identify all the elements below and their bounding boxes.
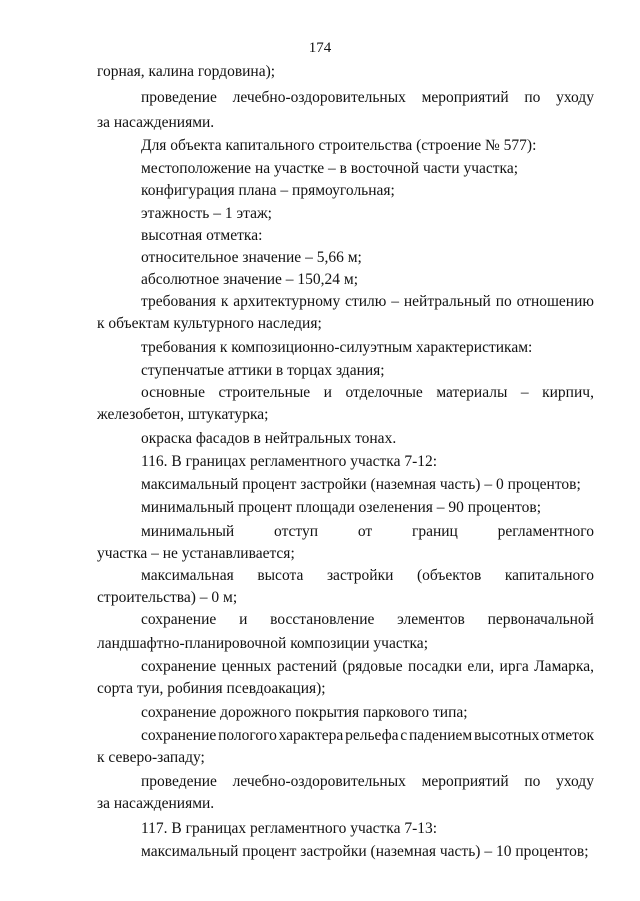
text-word: сохранение	[141, 727, 217, 744]
text-word: ирга	[499, 658, 529, 675]
text-line-justified	[141, 610, 594, 630]
text-word: строительные	[218, 384, 311, 401]
text-word: по	[524, 773, 541, 790]
text-word: материалы	[436, 384, 508, 401]
text-word: отношению	[516, 293, 594, 310]
text-line-justified	[141, 657, 594, 677]
text-line-justified	[141, 292, 594, 312]
text-line: строительства) – 0 м;	[97, 589, 238, 606]
text-word: уходу	[556, 89, 594, 106]
text-word: ели,	[467, 658, 495, 675]
text-line: конфигурация плана – прямоугольная;	[141, 182, 395, 199]
text-word: рельефа	[345, 727, 399, 744]
text-word: мероприятий	[421, 89, 509, 106]
text-line: относительное значение – 5,66 м;	[141, 249, 362, 266]
text-word: отступ	[274, 523, 319, 540]
text-word: сохранение	[141, 658, 217, 675]
text-line: горная, калина гордовина);	[97, 63, 276, 80]
text-word: уходу	[556, 773, 594, 790]
text-word: по	[495, 293, 512, 310]
text-word: ценных	[221, 658, 272, 675]
text-word: капитального	[504, 567, 594, 584]
text-word: архитектурному	[233, 293, 341, 310]
text-word: Ламарка,	[534, 658, 594, 675]
text-word: проведение	[141, 773, 217, 790]
text-word: отметок	[541, 727, 594, 744]
text-word: характера	[278, 727, 344, 744]
text-word: с	[400, 727, 408, 744]
text-word: минимальный	[141, 523, 235, 540]
text-word: (рядовые	[342, 658, 403, 675]
text-line: сохранение дорожного покрытия паркового типа;	[141, 704, 468, 721]
text-line: местоположение на участке – в восточной части участка;	[141, 160, 519, 177]
text-word: мероприятий	[421, 773, 509, 790]
text-line: 117. В границах регламентного участка 7-13:	[141, 820, 438, 837]
text-word: требования	[141, 293, 216, 310]
text-word: лечебно-оздоровительных	[232, 773, 406, 790]
text-word: основные	[141, 384, 205, 401]
text-line: ландшафтно-планировочной композиции участка;	[97, 635, 428, 652]
text-word: застройки	[326, 567, 394, 584]
text-word: лечебно-оздоровительных	[232, 89, 406, 106]
text-word: –	[391, 293, 399, 310]
text-word: по	[524, 89, 541, 106]
text-word: максимальная	[141, 567, 234, 584]
text-line: за насаждениями.	[97, 114, 215, 131]
text-line: абсолютное значение – 150,24 м;	[141, 271, 358, 288]
text-word: –	[520, 384, 529, 401]
text-word: от	[357, 523, 373, 540]
text-line-justified	[141, 566, 594, 586]
page-number: 174	[308, 40, 332, 56]
text-word: первоначальной	[487, 611, 594, 628]
text-word: восстановление	[270, 611, 375, 628]
text-line-justified	[141, 726, 594, 746]
text-word: (объектов	[417, 567, 482, 584]
text-line: ступенчатые аттики в торцах здания;	[141, 362, 385, 379]
text-word: пологого	[218, 727, 277, 744]
text-line-justified	[141, 383, 594, 403]
text-line: максимальный процент застройки (наземная часть) – 0 процентов;	[141, 476, 581, 493]
text-word: и	[239, 611, 248, 628]
text-word: и	[323, 384, 332, 401]
text-line: Для объекта капитального строительства (строение № 577):	[141, 137, 537, 154]
text-word: регламентного	[497, 523, 594, 540]
text-line: за насаждениями.	[97, 795, 215, 812]
text-word: стилю	[345, 293, 387, 310]
text-word: высота	[257, 567, 304, 584]
text-line: окраска фасадов в нейтральных тонах.	[141, 430, 397, 447]
text-word: элементов	[397, 611, 465, 628]
text-word: падением	[408, 727, 473, 744]
text-line: участка – не устанавливается;	[97, 545, 295, 562]
text-line: 116. В границах регламентного участка 7-12:	[141, 453, 438, 470]
text-line-justified	[141, 522, 594, 542]
text-line: к северо-западу;	[97, 749, 205, 766]
text-line: железобетон, штукатурка;	[97, 406, 269, 423]
text-word: кирпич,	[542, 384, 594, 401]
text-line: минимальный процент площади озеленения – 90 процентов;	[141, 499, 542, 516]
text-line: максимальный процент застройки (наземная часть) – 10 процентов;	[141, 843, 589, 860]
text-word: высотных	[473, 727, 540, 744]
text-line: сорта туи, робиния псевдоакация);	[97, 680, 326, 697]
text-word: нейтральный	[403, 293, 491, 310]
text-word: растений	[276, 658, 337, 675]
text-word: к	[220, 293, 229, 310]
text-line: этажность – 1 этаж;	[141, 205, 272, 222]
text-line: требования к композиционно-силуэтным характеристикам:	[141, 339, 533, 356]
text-line-justified	[141, 772, 594, 792]
text-word: границ	[411, 523, 458, 540]
text-line: высотная отметка:	[141, 227, 263, 244]
text-line: к объектам культурного наследия;	[97, 315, 322, 332]
text-line-justified	[141, 88, 594, 108]
text-word: отделочные	[345, 384, 423, 401]
text-word: сохранение	[141, 611, 217, 628]
text-word: проведение	[141, 89, 217, 106]
text-word: посадки	[407, 658, 463, 675]
